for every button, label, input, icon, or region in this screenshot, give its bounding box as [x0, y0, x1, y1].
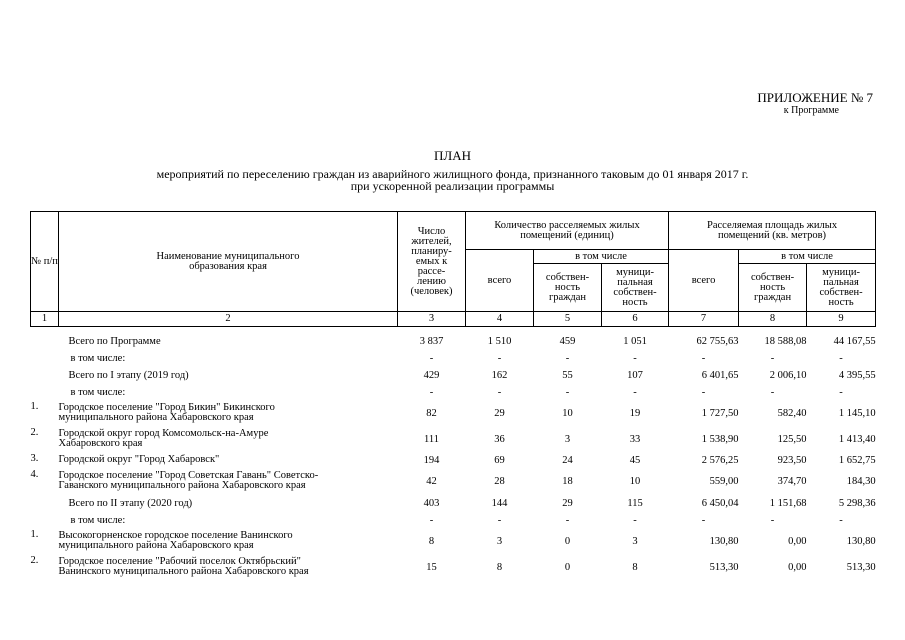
row-number: 4.: [30, 468, 39, 480]
row-number: 1.: [30, 528, 39, 540]
row-value: 1 051: [623, 335, 647, 347]
row-value: 29: [562, 497, 573, 509]
row-name: Городское поселение "Город Бикин" Бикинского муниципального района Хабаровского края: [58, 401, 275, 423]
row-value: 29: [494, 407, 505, 419]
row-value: 459: [559, 335, 576, 347]
row-value: 3: [564, 433, 571, 445]
row-value: 33: [629, 433, 641, 445]
row-name: Городской округ город Комсомольск-на-Амуре Хабаровского края: [58, 427, 269, 449]
column-number: 4: [466, 312, 534, 327]
row-number: 2.: [30, 426, 39, 438]
table-row: [31, 529, 876, 555]
row-value: 3: [496, 535, 503, 547]
table-row: [31, 469, 876, 495]
row-value: 125,50: [777, 433, 807, 445]
row-name: Городской округ "Город Хабаровск": [58, 453, 220, 465]
column-number: 7: [669, 312, 739, 327]
row-value: -: [770, 514, 775, 526]
header-area-total: всего: [669, 250, 739, 312]
column-number: 8: [739, 312, 807, 327]
column-number: 6: [602, 312, 669, 327]
row-value: 10: [562, 407, 573, 419]
row-value: -: [429, 352, 434, 364]
table-row: [31, 427, 876, 453]
row-value: 8: [428, 535, 435, 547]
header-num: № п/п: [31, 212, 59, 312]
row-number: [31, 333, 59, 351]
row-value: -: [770, 386, 775, 398]
row-value: 1 538,90: [701, 433, 739, 445]
row-value: 3: [632, 535, 638, 547]
header-area-including: в том числе: [739, 250, 876, 264]
row-name: Всего по II этапу (2020 год): [68, 497, 193, 509]
row-name: в том числе:: [70, 514, 126, 526]
row-number: 3.: [30, 452, 39, 464]
table-row: [31, 513, 876, 529]
table-row: [31, 385, 876, 401]
row-value: 130,80: [709, 535, 739, 547]
row-value: -: [565, 352, 570, 364]
table-row: [31, 453, 876, 469]
row-value: -: [701, 352, 706, 364]
resettlement-table: [30, 211, 876, 581]
row-value: 18 588,08: [764, 335, 807, 347]
row-value: 82: [426, 407, 437, 419]
header-area-group: Расселяемая площадь жилых помещений (кв. метров): [669, 212, 876, 250]
row-value: 1 413,40: [838, 433, 876, 445]
row-value: 5 298,36: [838, 497, 876, 509]
row-value: 18: [562, 475, 573, 487]
appendix-title: ПРИЛОЖЕНИЕ № 7: [757, 90, 873, 105]
row-name: Городское поселение "Город Советская Гавань" Советско-Гаванского муниципального района Хабаровского края: [58, 469, 319, 491]
row-value: 10: [629, 475, 641, 487]
row-value: 1 151,68: [769, 497, 807, 509]
row-value: -: [565, 514, 570, 526]
row-value: -: [839, 514, 843, 526]
row-value: 513,30: [709, 561, 739, 573]
row-number: [31, 385, 59, 401]
row-value: -: [839, 386, 843, 398]
row-value: 19: [629, 407, 641, 419]
row-value: -: [839, 352, 843, 364]
row-value: 374,70: [777, 475, 807, 487]
row-value: -: [770, 352, 775, 364]
row-value: 115: [627, 497, 643, 509]
table-row: [31, 495, 876, 513]
header-units-group: Количество расселяемых жилых помещений (единиц): [466, 212, 669, 250]
row-number: [31, 495, 59, 513]
row-value: 69: [494, 454, 505, 466]
row-value: -: [497, 352, 502, 364]
table-row: [31, 367, 876, 385]
row-value: -: [701, 386, 706, 398]
row-name: в том числе:: [70, 352, 126, 364]
table-row: [31, 333, 876, 351]
row-value: 923,50: [777, 454, 807, 466]
row-value: -: [429, 386, 434, 398]
row-name: в том числе:: [70, 386, 126, 398]
row-value: 28: [494, 475, 505, 487]
plan-subtitle-line2: при ускоренной реализации программы: [350, 179, 555, 193]
row-value: 15: [426, 561, 437, 573]
row-value: 403: [423, 497, 440, 509]
appendix-subtitle: к Программе: [783, 105, 839, 116]
row-value: 0,00: [788, 561, 807, 573]
row-value: 62 755,63: [696, 335, 739, 347]
row-value: -: [429, 514, 434, 526]
row-name: Всего по Программе: [68, 335, 161, 347]
row-value: 2 576,25: [701, 454, 739, 466]
row-value: 513,30: [846, 561, 876, 573]
row-value: 559,00: [709, 475, 739, 487]
column-number: 1: [31, 312, 59, 327]
plan-subtitle: [0, 168, 905, 192]
row-value: 0: [564, 535, 571, 547]
row-value: 8: [632, 561, 638, 573]
row-number: [31, 351, 59, 367]
header-area-private: собствен-ность граждан: [739, 264, 807, 312]
table-row: [31, 351, 876, 367]
row-value: 6 450,04: [701, 497, 739, 509]
row-value: -: [633, 386, 637, 398]
row-value: 429: [423, 369, 440, 381]
row-value: 184,30: [846, 475, 876, 487]
row-value: 42: [426, 475, 437, 487]
row-value: 1 510: [487, 335, 512, 347]
row-value: 130,80: [846, 535, 876, 547]
row-value: -: [701, 514, 706, 526]
row-value: 36: [494, 433, 505, 445]
row-number: [31, 367, 59, 385]
row-value: 44 167,55: [833, 335, 876, 347]
table-header: [31, 212, 876, 327]
column-number: 3: [398, 312, 466, 327]
row-value: 2 006,10: [769, 369, 807, 381]
row-value: -: [497, 514, 502, 526]
row-number: 1.: [30, 400, 39, 412]
row-value: 24: [562, 454, 573, 466]
row-number: [31, 513, 59, 529]
row-number: 2.: [30, 554, 39, 566]
column-number-row: [31, 312, 876, 327]
row-name: Городское поселение "Рабочий поселок Октябрьский" Ванинского муниципального района Хабаровского края: [58, 555, 309, 577]
row-name: Высокогорненское городское поселение Ванинского муниципального района Хабаровского края: [58, 529, 293, 551]
row-value: 6 401,65: [701, 369, 739, 381]
table-row: [31, 401, 876, 427]
row-value: 0,00: [788, 535, 807, 547]
plan-title: ПЛАН: [434, 148, 471, 163]
row-value: -: [497, 386, 502, 398]
row-value: 582,40: [777, 407, 807, 419]
header-residents: Число жителей, планиру-емых к рассе-лению (человек): [398, 212, 466, 312]
row-value: 1 145,10: [838, 407, 876, 419]
table-row: [31, 555, 876, 581]
header-units-total: всего: [466, 250, 534, 312]
row-value: 107: [627, 369, 643, 381]
column-number: 9: [807, 312, 876, 327]
row-value: 8: [496, 561, 503, 573]
row-value: 111: [424, 433, 439, 445]
appendix-header: [757, 90, 873, 117]
row-value: -: [633, 514, 637, 526]
row-value: 0: [564, 561, 571, 573]
row-value: 1 652,75: [838, 454, 876, 466]
row-value: 1 727,50: [701, 407, 739, 419]
header-area-municipal: муници-пальная собствен-ность: [807, 264, 876, 312]
column-number: 5: [534, 312, 602, 327]
column-number: 2: [59, 312, 398, 327]
header-name: Наименование муниципального образования края: [59, 212, 398, 312]
row-value: 144: [491, 497, 508, 509]
plan-subtitle-line1: мероприятий по переселению граждан из аварийного жилищного фонда, признанного таковым до 01 января 2017 г.: [156, 167, 749, 181]
table-body: [31, 327, 876, 581]
header-units-private: собствен-ность граждан: [534, 264, 602, 312]
row-value: 55: [562, 369, 573, 381]
row-value: 3 837: [419, 335, 444, 347]
row-value: -: [633, 352, 637, 364]
header-units-municipal: муници-пальная собствен-ность: [602, 264, 669, 312]
row-value: 162: [491, 369, 508, 381]
row-name: Всего по I этапу (2019 год): [68, 369, 189, 381]
row-value: 4 395,55: [838, 369, 876, 381]
row-value: 45: [629, 454, 641, 466]
header-units-including: в том числе: [534, 250, 669, 264]
row-value: -: [565, 386, 570, 398]
row-value: 194: [423, 454, 440, 466]
